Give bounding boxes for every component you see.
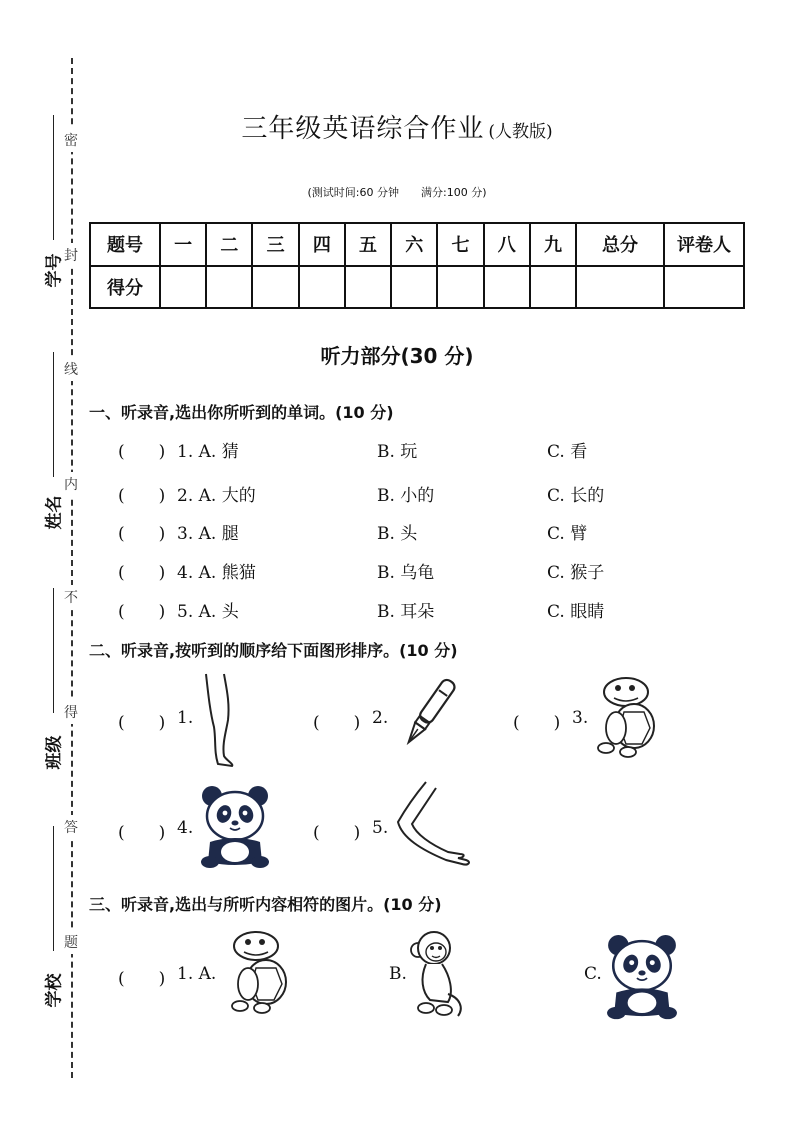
score-value-row xyxy=(90,266,744,309)
seal-char: 密 xyxy=(64,128,78,152)
item-number: 4. xyxy=(177,818,194,838)
option-c: C. 眼睛 xyxy=(547,602,605,622)
option-a: 4. A. 熊猫 xyxy=(177,563,256,583)
score-header-row xyxy=(90,223,744,266)
seal-char: 得 xyxy=(64,700,78,724)
answer-blank[interactable]: ( ) xyxy=(118,442,166,462)
binding-dashed-line xyxy=(71,58,73,1078)
student-id-label: 学号 xyxy=(44,253,65,288)
option-b: B. 小的 xyxy=(377,486,435,506)
option-a: 1. A. xyxy=(177,964,217,984)
arm-image xyxy=(392,778,474,872)
turtle-image xyxy=(594,674,660,758)
score-cell[interactable] xyxy=(206,266,252,309)
score-cell[interactable] xyxy=(160,266,206,309)
turtle-image xyxy=(226,928,292,1014)
school-label: 学校 xyxy=(44,973,65,1008)
name-label: 姓名 xyxy=(44,495,65,530)
option-b: B. 头 xyxy=(377,524,418,544)
score-header-cell: 评卷人 xyxy=(664,223,744,266)
score-header-cell: 一 xyxy=(160,223,206,266)
score-row-label: 得分 xyxy=(90,266,160,309)
score-header-cell: 二 xyxy=(206,223,252,266)
option-b: B. 乌龟 xyxy=(377,563,435,583)
answer-blank[interactable]: ( ) xyxy=(513,713,561,733)
option-a: 5. A. 头 xyxy=(177,602,239,622)
monkey-image xyxy=(408,928,474,1020)
option-a: 3. A. 腿 xyxy=(177,524,239,544)
score-cell[interactable] xyxy=(345,266,391,309)
score-header-cell: 六 xyxy=(391,223,437,266)
listening-section-title: 听力部分(30 分) xyxy=(320,344,474,368)
seal-char: 内 xyxy=(64,472,78,496)
option-c: C. 看 xyxy=(547,442,588,462)
score-cell[interactable] xyxy=(299,266,345,309)
option-b: B. 耳朵 xyxy=(377,602,435,622)
score-header-cell: 八 xyxy=(484,223,530,266)
option-c: C. 臂 xyxy=(547,524,588,544)
item-number: 1. xyxy=(177,708,194,728)
leg-image xyxy=(196,672,246,772)
score-cell[interactable] xyxy=(576,266,664,309)
option-b: B. 玩 xyxy=(377,442,418,462)
seal-char: 题 xyxy=(64,930,78,954)
answer-blank[interactable]: ( ) xyxy=(313,823,361,843)
option-c: C. 长的 xyxy=(547,486,605,506)
option-a: 2. A. 大的 xyxy=(177,486,256,506)
answer-blank[interactable]: ( ) xyxy=(313,713,361,733)
panda-image xyxy=(604,930,680,1020)
score-cell[interactable] xyxy=(437,266,483,309)
seal-char: 线 xyxy=(64,357,78,381)
item-number: 2. xyxy=(372,708,389,728)
item-number: 5. xyxy=(372,818,389,838)
score-cell[interactable] xyxy=(484,266,530,309)
option-b: B. xyxy=(389,964,407,984)
seal-char: 不 xyxy=(64,585,78,609)
seal-char: 答 xyxy=(64,815,78,839)
option-a: 1. A. 猜 xyxy=(177,442,239,462)
answer-blank[interactable]: ( ) xyxy=(118,969,166,989)
seal-char: 封 xyxy=(64,243,78,267)
school-line[interactable] xyxy=(53,826,54,951)
answer-blank[interactable]: ( ) xyxy=(118,823,166,843)
answer-blank[interactable]: ( ) xyxy=(118,486,166,506)
part3-heading: 三、听录音,选出与所听内容相符的图片。(10 分) xyxy=(89,895,442,914)
part2-heading: 二、听录音,按听到的顺序给下面图形排序。(10 分) xyxy=(89,641,458,660)
score-header-cell: 五 xyxy=(345,223,391,266)
title-main: 三年级英语综合作业 xyxy=(241,114,485,144)
item-number: 3. xyxy=(572,708,589,728)
page-title xyxy=(0,108,794,145)
name-line[interactable] xyxy=(53,352,54,477)
answer-blank[interactable]: ( ) xyxy=(118,713,166,733)
score-cell[interactable] xyxy=(391,266,437,309)
answer-blank[interactable]: ( ) xyxy=(118,602,166,622)
score-header-cell: 四 xyxy=(299,223,345,266)
class-line[interactable] xyxy=(53,588,54,713)
option-c: C. xyxy=(584,964,602,984)
score-table xyxy=(89,222,745,309)
score-cell[interactable] xyxy=(252,266,298,309)
score-cell[interactable] xyxy=(664,266,744,309)
test-info: (测试时间:60 分钟 满分:100 分) xyxy=(307,186,487,199)
part1-heading: 一、听录音,选出你所听到的单词。(10 分) xyxy=(89,403,394,422)
score-header-cell: 七 xyxy=(437,223,483,266)
score-cell[interactable] xyxy=(530,266,576,309)
score-header-cell: 三 xyxy=(252,223,298,266)
panda-image xyxy=(198,782,272,868)
option-c: C. 猴子 xyxy=(547,563,605,583)
pen-image xyxy=(392,676,462,756)
score-header-cell: 总分 xyxy=(576,223,664,266)
score-header-cell: 九 xyxy=(530,223,576,266)
class-label: 班级 xyxy=(44,735,65,770)
answer-blank[interactable]: ( ) xyxy=(118,563,166,583)
title-edition: (人教版) xyxy=(488,122,553,142)
answer-blank[interactable]: ( ) xyxy=(118,524,166,544)
score-header-cell: 题号 xyxy=(90,223,160,266)
